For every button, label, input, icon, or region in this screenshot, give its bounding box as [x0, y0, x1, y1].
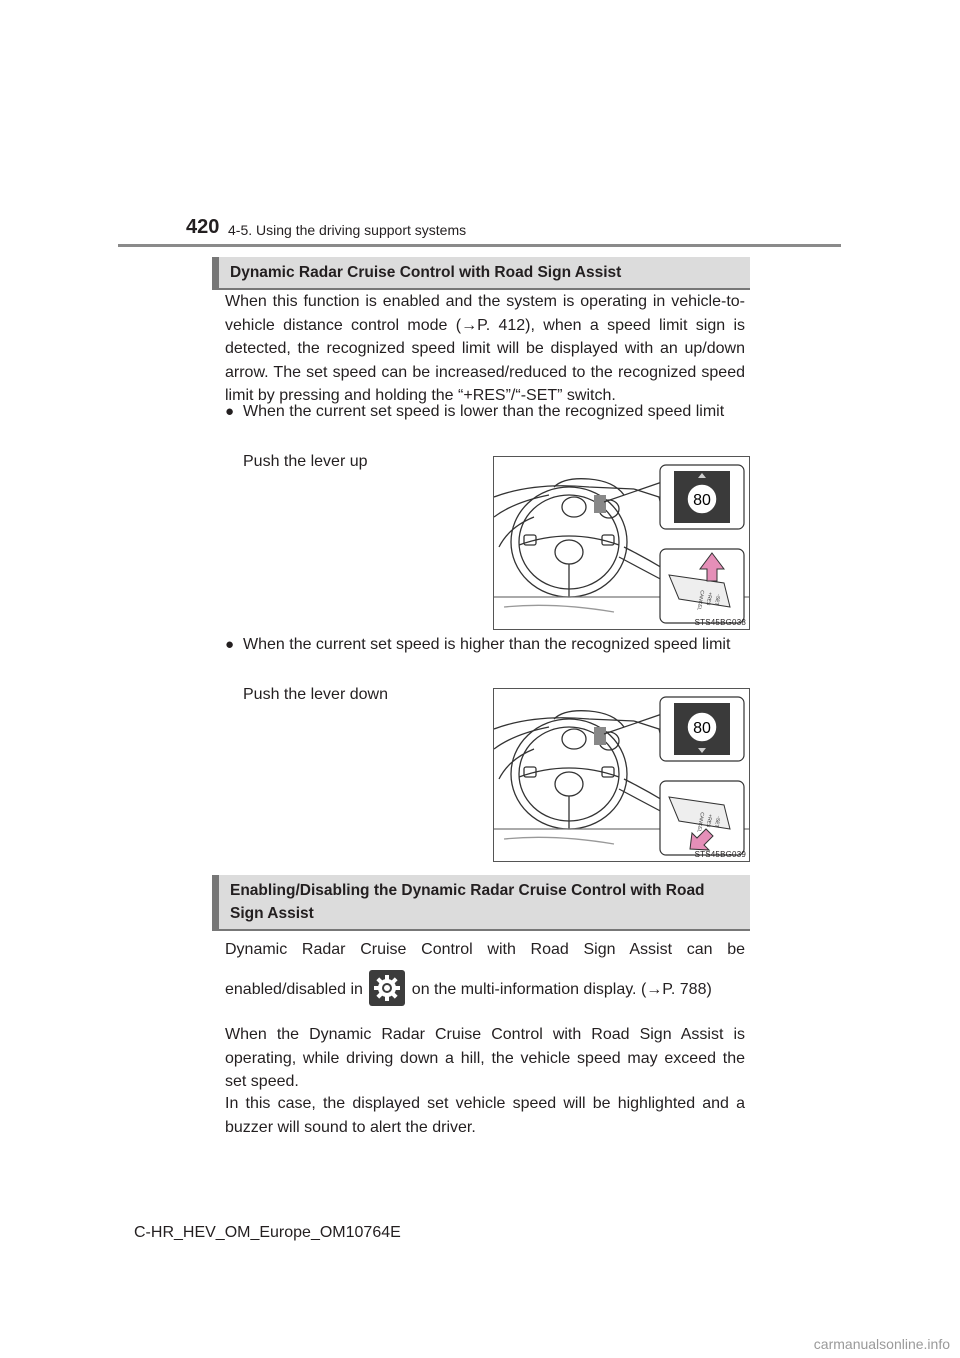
downhill-paragraph: When the Dynamic Radar Cruise Control with Road Sign Assist is operating, while driving down a hill, the vehicle speed may exceed the set speed. — [225, 1026, 745, 1090]
speed-display-block — [594, 495, 606, 513]
figure-code: STS45BG039 — [694, 850, 746, 859]
speed-sign-value: 80 — [693, 492, 711, 509]
lever-label-res: +RES — [704, 813, 713, 828]
bullet-icon: ● — [225, 403, 235, 420]
section-heading-road-sign-assist — [212, 257, 750, 288]
gear-settings-icon — [369, 970, 405, 1006]
speed-sign-value: 80 — [693, 720, 711, 737]
enable-text-after-icon: on the multi-information display. (→P. 788) — [411, 981, 712, 998]
chapter-title: 4-5. Using the driving support systems — [228, 222, 467, 238]
lever-label-cancel: CANCEL — [695, 811, 705, 833]
steering-wheel-illustration — [494, 457, 749, 629]
enable-disable-paragraph — [225, 930, 745, 1010]
footer-doc-id: C-HR_HEV_OM_Europe_OM10764E — [134, 1224, 401, 1241]
bullet-higher-speed — [225, 633, 745, 657]
page-number: 420 — [186, 216, 220, 238]
figure-lever-up — [493, 456, 750, 630]
header-rule — [118, 244, 841, 247]
enable-text-before-icon: Dynamic Radar Cruise Control with Road Sign Assist can be enabled/disabled in — [225, 941, 745, 998]
lever-label-cancel: CANCEL — [695, 589, 705, 611]
bullet-icon: ● — [225, 636, 235, 653]
lever-label-res: +RES — [704, 591, 713, 606]
figure-lever-down — [493, 688, 750, 862]
intro-paragraph: When this function is enabled and the system is operating in vehicle-to-vehicle distance control mode (→P. 412), when a speed limit sign is detected, the recognized speed limit will be displayed with an up/down arrow. The set speed can be increased/reduced to the recognized speed limit by pressing and holding the “+RES”/“-SET” switch. — [225, 293, 745, 404]
lever-label-set: -SET — [713, 815, 721, 828]
lever-label-set: -SET — [713, 593, 721, 606]
instruction-push-up: Push the lever up — [243, 453, 368, 470]
section-heading-text: Dynamic Radar Cruise Control with Road Sign Assist — [230, 264, 622, 281]
figure-code: STS45BG038 — [694, 618, 746, 627]
speed-display-block — [594, 727, 606, 745]
bullet-text: When the current set speed is higher than the recognized speed limit — [243, 636, 731, 653]
bullet-text: When the current set speed is lower than the recognized speed limit — [243, 403, 725, 420]
watermark: carmanualsonline.info — [813, 1336, 950, 1352]
section-heading-enable-disable — [212, 875, 750, 929]
instruction-push-down: Push the lever down — [243, 686, 388, 703]
highlight-paragraph: In this case, the displayed set vehicle speed will be highlighted and a buzzer will sound to alert the driver. — [225, 1095, 745, 1136]
section-heading-text: Enabling/Disabling the Dynamic Radar Cruise Control with Road Sign Assist — [230, 882, 705, 922]
steering-wheel-illustration — [494, 689, 749, 861]
bullet-lower-speed — [225, 400, 745, 424]
